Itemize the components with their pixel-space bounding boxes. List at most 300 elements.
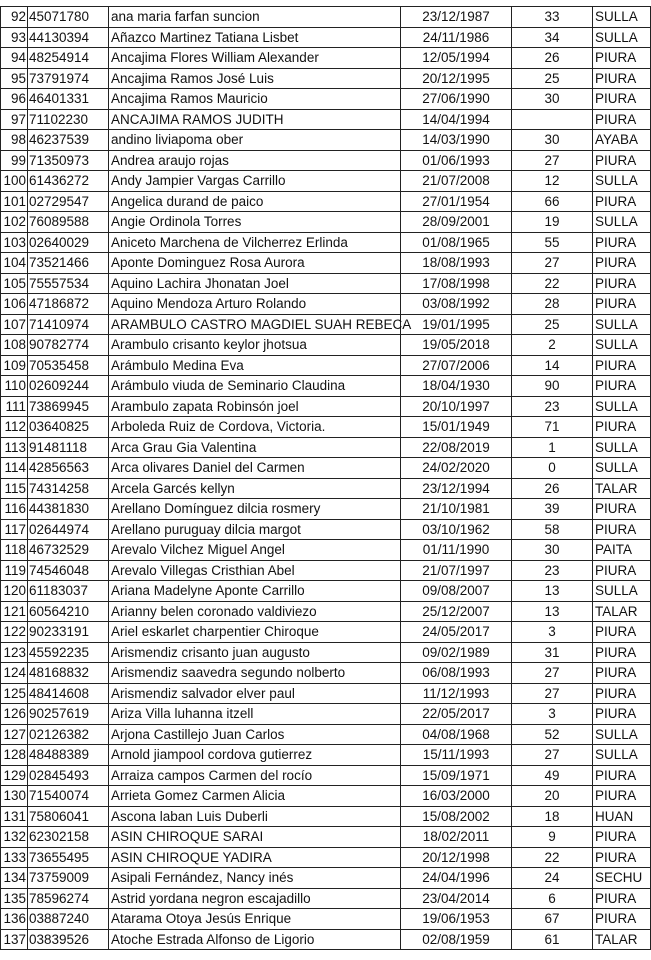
birth-date-cell[interactable]: 15/11/1993 <box>401 745 512 766</box>
dni-cell[interactable]: 75557534 <box>28 273 109 294</box>
name-cell[interactable]: Arraiza campos Carmen del rocío <box>109 765 401 786</box>
table-row <box>1 888 651 909</box>
row-number-cell[interactable]: 131 <box>1 806 28 827</box>
city-cell[interactable]: PAITA <box>593 540 651 561</box>
city-cell[interactable]: PIURA <box>593 786 651 807</box>
city-cell[interactable]: PIURA <box>593 150 651 171</box>
city-cell[interactable]: PIURA <box>593 109 651 130</box>
city-cell[interactable]: SECHU <box>593 868 651 889</box>
city-cell[interactable]: PIURA <box>593 417 651 438</box>
age-cell[interactable]: 13 <box>512 581 593 602</box>
row-number-cell[interactable]: 137 <box>1 929 28 950</box>
name-cell[interactable]: Arevalo Vilchez Miguel Angel <box>109 540 401 561</box>
dni-cell[interactable]: 90233191 <box>28 622 109 643</box>
dni-cell[interactable]: 74546048 <box>28 560 109 581</box>
row-number-cell[interactable]: 105 <box>1 273 28 294</box>
name-cell[interactable]: Arambulo crisanto keylor jhotsua <box>109 335 401 356</box>
name-cell[interactable]: Ancajima Ramos José Luis <box>109 68 401 89</box>
age-cell[interactable]: 13 <box>512 601 593 622</box>
row-number-cell[interactable]: 109 <box>1 355 28 376</box>
name-cell[interactable]: Arnold jiampool cordova gutierrez <box>109 745 401 766</box>
name-cell[interactable]: Ancajima Flores William Alexander <box>109 48 401 69</box>
birth-date-cell[interactable]: 01/06/1993 <box>401 150 512 171</box>
age-cell[interactable]: 14 <box>512 355 593 376</box>
city-cell[interactable]: PIURA <box>593 663 651 684</box>
birth-date-cell[interactable]: 18/04/1930 <box>401 376 512 397</box>
age-cell[interactable]: 52 <box>512 724 593 745</box>
age-cell[interactable]: 2 <box>512 335 593 356</box>
dni-cell[interactable]: 47186872 <box>28 294 109 315</box>
city-cell[interactable]: AYABA <box>593 130 651 151</box>
city-cell[interactable]: TALAR <box>593 478 651 499</box>
birth-date-cell[interactable]: 01/08/1965 <box>401 232 512 253</box>
city-cell[interactable]: PIURA <box>593 765 651 786</box>
city-cell[interactable]: PIURA <box>593 560 651 581</box>
city-cell[interactable]: PIURA <box>593 89 651 110</box>
city-cell[interactable]: SULLA <box>593 314 651 335</box>
dni-cell[interactable]: 73655495 <box>28 847 109 868</box>
dni-cell[interactable]: 71540074 <box>28 786 109 807</box>
name-cell[interactable]: Arca olivares Daniel del Carmen <box>109 458 401 479</box>
age-cell[interactable]: 90 <box>512 376 593 397</box>
name-cell[interactable]: Ascona laban Luis Duberli <box>109 806 401 827</box>
birth-date-cell[interactable]: 12/05/1994 <box>401 48 512 69</box>
name-cell[interactable]: Aniceto Marchena de Vilcherrez Erlinda <box>109 232 401 253</box>
city-cell[interactable]: PIURA <box>593 355 651 376</box>
age-cell[interactable]: 3 <box>512 704 593 725</box>
name-cell[interactable]: Arambulo zapata Robinsón joel <box>109 396 401 417</box>
dni-cell[interactable]: 73869945 <box>28 396 109 417</box>
age-cell[interactable]: 23 <box>512 396 593 417</box>
table-row <box>1 540 651 561</box>
row-number-cell[interactable]: 133 <box>1 847 28 868</box>
dni-cell[interactable]: 71410974 <box>28 314 109 335</box>
name-cell[interactable]: Arellano puruguay dilcia margot <box>109 519 401 540</box>
row-number-cell[interactable]: 127 <box>1 724 28 745</box>
birth-date-cell[interactable]: 04/08/1968 <box>401 724 512 745</box>
birth-date-cell[interactable]: 23/12/1987 <box>401 7 512 28</box>
dni-cell[interactable]: 02845493 <box>28 765 109 786</box>
birth-date-cell[interactable]: 09/08/2007 <box>401 581 512 602</box>
row-number-cell[interactable]: 134 <box>1 868 28 889</box>
birth-date-cell[interactable]: 28/09/2001 <box>401 212 512 233</box>
dni-cell[interactable]: 90257619 <box>28 704 109 725</box>
name-cell[interactable]: Arismendiz saavedra segundo nolberto <box>109 663 401 684</box>
row-number-cell[interactable]: 123 <box>1 642 28 663</box>
dni-cell[interactable]: 46237539 <box>28 130 109 151</box>
birth-date-cell[interactable]: 15/01/1949 <box>401 417 512 438</box>
birth-date-cell[interactable]: 20/10/1997 <box>401 396 512 417</box>
table-row <box>1 355 651 376</box>
birth-date-cell[interactable]: 15/08/2002 <box>401 806 512 827</box>
row-number-cell[interactable]: 103 <box>1 232 28 253</box>
name-cell[interactable]: Arboleda Ruiz de Cordova, Victoria. <box>109 417 401 438</box>
dni-cell[interactable]: 74314258 <box>28 478 109 499</box>
name-cell[interactable]: Arrieta Gomez Carmen Alicia <box>109 786 401 807</box>
row-number-cell[interactable]: 130 <box>1 786 28 807</box>
table-row <box>1 294 651 315</box>
name-cell[interactable]: Atarama Otoya Jesús Enrique <box>109 909 401 930</box>
table-row <box>1 519 651 540</box>
name-cell[interactable]: Astrid yordana negron escajadillo <box>109 888 401 909</box>
city-cell[interactable]: PIURA <box>593 704 651 725</box>
birth-date-cell[interactable]: 17/08/1998 <box>401 273 512 294</box>
age-cell[interactable]: 34 <box>512 27 593 48</box>
dni-cell[interactable]: 61436272 <box>28 171 109 192</box>
name-cell[interactable]: Aponte Dominguez Rosa Aurora <box>109 253 401 274</box>
dni-cell[interactable]: 03839526 <box>28 929 109 950</box>
table-row <box>1 765 651 786</box>
dni-cell[interactable]: 71350973 <box>28 150 109 171</box>
birth-date-cell[interactable]: 22/08/2019 <box>401 437 512 458</box>
age-cell[interactable]: 55 <box>512 232 593 253</box>
name-cell[interactable]: ana maria farfan suncion <box>109 7 401 28</box>
name-cell[interactable]: Angie Ordinola Torres <box>109 212 401 233</box>
name-cell[interactable]: Ariel eskarlet charpentier Chiroque <box>109 622 401 643</box>
age-cell[interactable]: 39 <box>512 499 593 520</box>
dni-cell[interactable]: 45071780 <box>28 7 109 28</box>
city-cell[interactable]: PIURA <box>593 294 651 315</box>
city-cell[interactable]: SULLA <box>593 212 651 233</box>
row-number-cell[interactable]: 104 <box>1 253 28 274</box>
age-cell[interactable]: 6 <box>512 888 593 909</box>
name-cell[interactable]: ANCAJIMA RAMOS JUDITH <box>109 109 401 130</box>
row-number-cell[interactable]: 102 <box>1 212 28 233</box>
birth-date-cell[interactable]: 20/12/1998 <box>401 847 512 868</box>
dni-cell[interactable]: 91481118 <box>28 437 109 458</box>
table-row <box>1 683 651 704</box>
city-cell[interactable]: PIURA <box>593 48 651 69</box>
age-cell[interactable]: 18 <box>512 806 593 827</box>
birth-date-cell[interactable]: 24/02/2020 <box>401 458 512 479</box>
row-number-cell[interactable]: 121 <box>1 601 28 622</box>
name-cell[interactable]: Ariza Villa luhanna itzell <box>109 704 401 725</box>
age-cell[interactable]: 23 <box>512 560 593 581</box>
birth-date-cell[interactable]: 11/12/1993 <box>401 683 512 704</box>
table-row <box>1 827 651 848</box>
row-number-cell[interactable]: 98 <box>1 130 28 151</box>
table-row <box>1 314 651 335</box>
row-number-cell[interactable]: 116 <box>1 499 28 520</box>
age-cell[interactable]: 33 <box>512 7 593 28</box>
age-cell[interactable] <box>512 109 593 130</box>
city-cell[interactable]: SULLA <box>593 335 651 356</box>
city-cell[interactable]: PIURA <box>593 232 651 253</box>
birth-date-cell[interactable]: 15/09/1971 <box>401 765 512 786</box>
name-cell[interactable]: Arámbulo Medina Eva <box>109 355 401 376</box>
birth-date-cell[interactable]: 19/06/1953 <box>401 909 512 930</box>
table-row <box>1 191 651 212</box>
name-cell[interactable]: Arca Grau Gia Valentina <box>109 437 401 458</box>
table-row <box>1 417 651 438</box>
city-cell[interactable]: SULLA <box>593 458 651 479</box>
city-cell[interactable]: PIURA <box>593 888 651 909</box>
row-number-cell[interactable]: 111 <box>1 396 28 417</box>
city-cell[interactable]: SULLA <box>593 7 651 28</box>
name-cell[interactable]: ARAMBULO CASTRO MAGDIEL SUAH REBECA <box>109 314 401 335</box>
birth-date-cell[interactable]: 21/07/2008 <box>401 171 512 192</box>
dni-cell[interactable]: 75806041 <box>28 806 109 827</box>
birth-date-cell[interactable]: 25/12/2007 <box>401 601 512 622</box>
city-cell[interactable]: SULLA <box>593 581 651 602</box>
birth-date-cell[interactable]: 27/06/1990 <box>401 89 512 110</box>
row-number-cell[interactable]: 94 <box>1 48 28 69</box>
name-cell[interactable]: Andrea araujo rojas <box>109 150 401 171</box>
dni-cell[interactable]: 03887240 <box>28 909 109 930</box>
age-cell[interactable]: 25 <box>512 314 593 335</box>
city-cell[interactable]: PIURA <box>593 519 651 540</box>
age-cell[interactable]: 66 <box>512 191 593 212</box>
birth-date-cell[interactable]: 19/01/1995 <box>401 314 512 335</box>
row-number-cell[interactable]: 100 <box>1 171 28 192</box>
age-cell[interactable]: 71 <box>512 417 593 438</box>
dni-cell[interactable]: 02609244 <box>28 376 109 397</box>
age-cell[interactable]: 31 <box>512 642 593 663</box>
dni-cell[interactable]: 62302158 <box>28 827 109 848</box>
row-number-cell[interactable]: 114 <box>1 458 28 479</box>
name-cell[interactable]: Arjona Castillejo Juan Carlos <box>109 724 401 745</box>
birth-date-cell[interactable]: 23/12/1994 <box>401 478 512 499</box>
name-cell[interactable]: Arcela Garcés kellyn <box>109 478 401 499</box>
birth-date-cell[interactable]: 27/01/1954 <box>401 191 512 212</box>
dni-cell[interactable]: 02640029 <box>28 232 109 253</box>
age-cell[interactable]: 25 <box>512 68 593 89</box>
age-cell[interactable]: 27 <box>512 683 593 704</box>
row-number-cell[interactable]: 128 <box>1 745 28 766</box>
age-cell[interactable]: 26 <box>512 478 593 499</box>
row-number-cell[interactable]: 108 <box>1 335 28 356</box>
row-number-cell[interactable]: 120 <box>1 581 28 602</box>
row-number-cell[interactable]: 129 <box>1 765 28 786</box>
birth-date-cell[interactable]: 19/05/2018 <box>401 335 512 356</box>
name-cell[interactable]: Arianny belen coronado valdiviezo <box>109 601 401 622</box>
age-cell[interactable]: 30 <box>512 540 593 561</box>
name-cell[interactable]: Arámbulo viuda de Seminario Claudina <box>109 376 401 397</box>
table-row <box>1 89 651 110</box>
birth-date-cell[interactable]: 24/05/2017 <box>401 622 512 643</box>
birth-date-cell[interactable]: 20/12/1995 <box>401 68 512 89</box>
birth-date-cell[interactable]: 14/03/1990 <box>401 130 512 151</box>
dni-cell[interactable]: 46732529 <box>28 540 109 561</box>
city-cell[interactable]: PIURA <box>593 827 651 848</box>
age-cell[interactable]: 67 <box>512 909 593 930</box>
name-cell[interactable]: Arismendiz salvador elver paul <box>109 683 401 704</box>
age-cell[interactable]: 22 <box>512 273 593 294</box>
age-cell[interactable]: 61 <box>512 929 593 950</box>
birth-date-cell[interactable]: 24/04/1996 <box>401 868 512 889</box>
row-number-cell[interactable]: 125 <box>1 683 28 704</box>
name-cell[interactable]: Ancajima Ramos Mauricio <box>109 89 401 110</box>
birth-date-cell[interactable]: 18/02/2011 <box>401 827 512 848</box>
name-cell[interactable]: Aquino Lachira Jhonatan Joel <box>109 273 401 294</box>
city-cell[interactable]: PIURA <box>593 622 651 643</box>
row-number-cell[interactable]: 106 <box>1 294 28 315</box>
data-table <box>0 6 651 950</box>
name-cell[interactable]: Añazco Martinez Tatiana Lisbet <box>109 27 401 48</box>
city-cell[interactable]: PIURA <box>593 376 651 397</box>
city-cell[interactable]: SULLA <box>593 27 651 48</box>
dni-cell[interactable]: 61183037 <box>28 581 109 602</box>
city-cell[interactable]: PIURA <box>593 683 651 704</box>
city-cell[interactable]: PIURA <box>593 909 651 930</box>
city-cell[interactable]: TALAR <box>593 929 651 950</box>
age-cell[interactable]: 27 <box>512 745 593 766</box>
age-cell[interactable]: 3 <box>512 622 593 643</box>
name-cell[interactable]: Angelica durand de paico <box>109 191 401 212</box>
row-number-cell[interactable]: 93 <box>1 27 28 48</box>
age-cell[interactable]: 49 <box>512 765 593 786</box>
birth-date-cell[interactable]: 27/07/2006 <box>401 355 512 376</box>
city-cell[interactable]: PIURA <box>593 191 651 212</box>
row-number-cell[interactable]: 96 <box>1 89 28 110</box>
dni-cell[interactable]: 73791974 <box>28 68 109 89</box>
city-cell[interactable]: PIURA <box>593 253 651 274</box>
birth-date-cell[interactable]: 09/02/1989 <box>401 642 512 663</box>
city-cell[interactable]: PIURA <box>593 847 651 868</box>
age-cell[interactable]: 0 <box>512 458 593 479</box>
age-cell[interactable]: 30 <box>512 89 593 110</box>
age-cell[interactable]: 20 <box>512 786 593 807</box>
name-cell[interactable]: Atoche Estrada Alfonso de Ligorio <box>109 929 401 950</box>
dni-cell[interactable]: 60564210 <box>28 601 109 622</box>
birth-date-cell[interactable]: 18/08/1993 <box>401 253 512 274</box>
dni-cell[interactable]: 44130394 <box>28 27 109 48</box>
birth-date-cell[interactable]: 23/04/2014 <box>401 888 512 909</box>
birth-date-cell[interactable]: 03/08/1992 <box>401 294 512 315</box>
city-cell[interactable]: TALAR <box>593 601 651 622</box>
name-cell[interactable]: Asipali Fernández, Nancy inés <box>109 868 401 889</box>
age-cell[interactable]: 24 <box>512 868 593 889</box>
city-cell[interactable]: PIURA <box>593 642 651 663</box>
row-number-cell[interactable]: 124 <box>1 663 28 684</box>
row-number-cell[interactable]: 107 <box>1 314 28 335</box>
age-cell[interactable]: 1 <box>512 437 593 458</box>
table-row <box>1 642 651 663</box>
age-cell[interactable]: 58 <box>512 519 593 540</box>
table-row <box>1 48 651 69</box>
dni-cell[interactable]: 78596274 <box>28 888 109 909</box>
age-cell[interactable]: 26 <box>512 48 593 69</box>
spreadsheet <box>0 6 643 950</box>
dni-cell[interactable]: 02729547 <box>28 191 109 212</box>
birth-date-cell[interactable]: 06/08/1993 <box>401 663 512 684</box>
city-cell[interactable]: HUAN <box>593 806 651 827</box>
age-cell[interactable]: 19 <box>512 212 593 233</box>
name-cell[interactable]: Arellano Domínguez dilcia rosmery <box>109 499 401 520</box>
row-number-cell[interactable]: 135 <box>1 888 28 909</box>
table-row <box>1 499 651 520</box>
birth-date-cell[interactable]: 02/08/1959 <box>401 929 512 950</box>
dni-cell[interactable]: 44381830 <box>28 499 109 520</box>
row-number-cell[interactable]: 132 <box>1 827 28 848</box>
row-number-cell[interactable]: 99 <box>1 150 28 171</box>
birth-date-cell[interactable]: 16/03/2000 <box>401 786 512 807</box>
birth-date-cell[interactable]: 03/10/1962 <box>401 519 512 540</box>
age-cell[interactable]: 27 <box>512 663 593 684</box>
birth-date-cell[interactable]: 01/11/1990 <box>401 540 512 561</box>
dni-cell[interactable]: 46401331 <box>28 89 109 110</box>
city-cell[interactable]: PIURA <box>593 273 651 294</box>
table-body <box>1 7 651 950</box>
row-number-cell[interactable]: 95 <box>1 68 28 89</box>
dni-cell[interactable]: 76089588 <box>28 212 109 233</box>
table-row <box>1 806 651 827</box>
row-number-cell[interactable]: 110 <box>1 376 28 397</box>
city-cell[interactable]: SULLA <box>593 396 651 417</box>
row-number-cell[interactable]: 136 <box>1 909 28 930</box>
row-number-cell[interactable]: 101 <box>1 191 28 212</box>
age-cell[interactable]: 28 <box>512 294 593 315</box>
age-cell[interactable]: 9 <box>512 827 593 848</box>
age-cell[interactable]: 22 <box>512 847 593 868</box>
age-cell[interactable]: 30 <box>512 130 593 151</box>
dni-cell[interactable]: 02126382 <box>28 724 109 745</box>
city-cell[interactable]: SULLA <box>593 171 651 192</box>
city-cell[interactable]: SULLA <box>593 745 651 766</box>
name-cell[interactable]: Aquino Mendoza Arturo Rolando <box>109 294 401 315</box>
dni-cell[interactable]: 03640825 <box>28 417 109 438</box>
dni-cell[interactable]: 42856563 <box>28 458 109 479</box>
dni-cell[interactable]: 73759009 <box>28 868 109 889</box>
table-row <box>1 929 651 950</box>
city-cell[interactable]: SULLA <box>593 724 651 745</box>
name-cell[interactable]: Andy Jampier Vargas Carrillo <box>109 171 401 192</box>
row-number-cell[interactable]: 112 <box>1 417 28 438</box>
table-row <box>1 622 651 643</box>
dni-cell[interactable]: 90782774 <box>28 335 109 356</box>
birth-date-cell[interactable]: 22/05/2017 <box>401 704 512 725</box>
name-cell[interactable]: andino liviapoma ober <box>109 130 401 151</box>
row-number-cell[interactable]: 115 <box>1 478 28 499</box>
name-cell[interactable]: ASIN CHIROQUE SARAI <box>109 827 401 848</box>
name-cell[interactable]: Arevalo Villegas Cristhian Abel <box>109 560 401 581</box>
table-row <box>1 232 651 253</box>
name-cell[interactable]: ASIN CHIROQUE YADIRA <box>109 847 401 868</box>
row-number-cell[interactable]: 113 <box>1 437 28 458</box>
city-cell[interactable]: PIURA <box>593 499 651 520</box>
name-cell[interactable]: Ariana Madelyne Aponte Carrillo <box>109 581 401 602</box>
row-number-cell[interactable]: 119 <box>1 560 28 581</box>
row-number-cell[interactable]: 117 <box>1 519 28 540</box>
dni-cell[interactable]: 48488389 <box>28 745 109 766</box>
dni-cell[interactable]: 45592235 <box>28 642 109 663</box>
dni-cell[interactable]: 70535458 <box>28 355 109 376</box>
dni-cell[interactable]: 73521466 <box>28 253 109 274</box>
row-number-cell[interactable]: 126 <box>1 704 28 725</box>
city-cell[interactable]: SULLA <box>593 437 651 458</box>
row-number-cell[interactable]: 118 <box>1 540 28 561</box>
row-number-cell[interactable]: 92 <box>1 7 28 28</box>
dni-cell[interactable]: 48414608 <box>28 683 109 704</box>
birth-date-cell[interactable]: 21/10/1981 <box>401 499 512 520</box>
row-number-cell[interactable]: 122 <box>1 622 28 643</box>
row-number-cell[interactable]: 97 <box>1 109 28 130</box>
age-cell[interactable]: 12 <box>512 171 593 192</box>
table-row <box>1 212 651 233</box>
dni-cell[interactable]: 02644974 <box>28 519 109 540</box>
dni-cell[interactable]: 48168832 <box>28 663 109 684</box>
name-cell[interactable]: Arismendiz crisanto juan augusto <box>109 642 401 663</box>
city-cell[interactable]: PIURA <box>593 68 651 89</box>
table-row <box>1 601 651 622</box>
dni-cell[interactable]: 71102230 <box>28 109 109 130</box>
age-cell[interactable]: 27 <box>512 150 593 171</box>
age-cell[interactable]: 27 <box>512 253 593 274</box>
birth-date-cell[interactable]: 24/11/1986 <box>401 27 512 48</box>
birth-date-cell[interactable]: 14/04/1994 <box>401 109 512 130</box>
birth-date-cell[interactable]: 21/07/1997 <box>401 560 512 581</box>
dni-cell[interactable]: 48254914 <box>28 48 109 69</box>
